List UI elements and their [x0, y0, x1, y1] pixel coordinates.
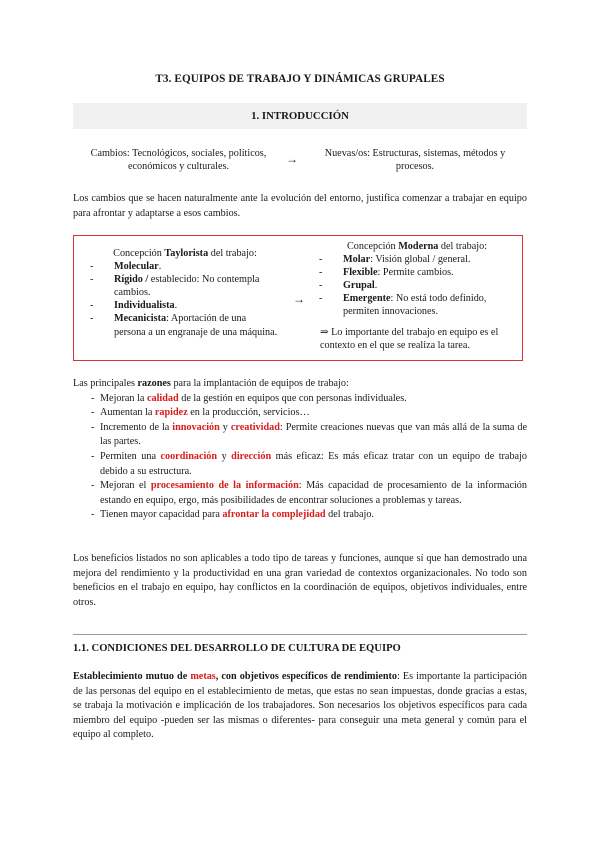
- list-item: [73, 392, 527, 407]
- list-item: [319, 279, 515, 292]
- list-item: [90, 260, 280, 273]
- taylorist-heading: [90, 247, 280, 260]
- item-text: Permiten una: [100, 450, 161, 462]
- item-bold: Flexible: [343, 267, 378, 279]
- item-bold: Grupal: [343, 280, 375, 292]
- changes-left: [76, 147, 281, 173]
- item-text: y: [219, 421, 231, 433]
- changes-right-line2: procesos.: [395, 161, 435, 172]
- modern-list: [319, 253, 515, 318]
- item-text: Tienen mayor capacidad para: [100, 509, 223, 521]
- changes-left-line2: económicos y culturales.: [128, 161, 229, 172]
- list-item: [90, 299, 280, 312]
- concepts-comparison-box: [73, 235, 523, 361]
- list-item: [73, 421, 527, 450]
- item-text: establecido: No contempla cambios.: [114, 274, 260, 299]
- benefits-paragraph: Los beneficios listados no son aplicables a todo tipo de tareas y funciones, aunque sí que han demostrado una mejora del rendimiento y la productividad en una gran variedad de contextos organizacionales. No todo son beneficios en el trabajo en equipo, hay conflictos en la coordinación de equipos, objetivos individuales, entre otros.: [73, 553, 527, 608]
- document-title: T3. EQUIPOS DE TRABAJO Y DINÁMICAS GRUPALES: [155, 73, 445, 85]
- item-highlight: afrontar la complejidad: [222, 509, 326, 521]
- conditions-highlight: metas: [190, 671, 216, 682]
- reasons-section: [73, 377, 527, 523]
- item-highlight: rapidez: [154, 407, 188, 419]
- item-text: del trabajo.: [325, 509, 374, 521]
- item-highlight: coordinación: [160, 450, 218, 462]
- reasons-intro-bold: razones: [137, 378, 171, 389]
- item-text: en la producción, servicios…: [187, 407, 310, 419]
- item-text: de la gestión en equipos que con personas individuales.: [178, 392, 407, 404]
- conditions-bold: Establecimiento mutuo de: [73, 671, 191, 682]
- taylorist-heading-pre: Concepción: [113, 248, 165, 259]
- taylorist-heading-bold: Taylorista: [164, 248, 209, 259]
- item-text: más eficaz: Es más eficaz tratar con un equipo de trabajo debido a su estructura.: [100, 450, 527, 477]
- list-item: [90, 273, 280, 299]
- section-heading-introduccion: 1. INTRODUCCIÓN: [73, 103, 527, 129]
- item-bold: Individualista: [114, 300, 175, 312]
- section-divider: [73, 634, 527, 635]
- reasons-intro-post: para la implantación de equipos de trabajo:: [170, 378, 349, 389]
- item-text: Mejoran la: [100, 392, 147, 404]
- list-item: [319, 266, 515, 279]
- item-text: : Permite creaciones nuevas que van más allá de la suma de las partes.: [100, 421, 527, 448]
- item-bold: Mecanicista: [114, 313, 167, 325]
- item-text: .: [158, 261, 162, 273]
- conditions-text: : Es importante la participación de las personas del equipo en el establecimiento de metas, que estas no sean impuestas, donde gracias a estas, se trabaja la motivación e implicación de los trabajadores. Son necesarios los objetivos específicos para cada miembro del equipo -pueden ser las mismas o diferentes- para conseguir una meta general y común para el equipo al completo.: [73, 671, 527, 741]
- item-text: : Permite cambios.: [377, 267, 454, 279]
- item-text: : Más capacidad de procesamiento de la información estando en equipo, ergo, más posibilidades de encontrar soluciones a problemas y tareas.: [100, 480, 527, 506]
- list-item: [319, 292, 515, 318]
- item-text: y: [217, 450, 232, 462]
- conditions-paragraph: [73, 670, 527, 743]
- item-bold: Molar: [343, 254, 371, 266]
- item-text: .: [374, 280, 378, 292]
- list-item: [73, 406, 527, 421]
- modern-heading: [319, 240, 515, 253]
- item-highlight: calidad: [146, 392, 179, 404]
- changes-left-line1: Cambios: Tecnológicos, sociales, políticos,: [90, 148, 267, 159]
- list-item: [90, 312, 280, 338]
- item-text: Incremento de la: [100, 421, 173, 433]
- taylorist-list: [90, 260, 280, 339]
- list-item: [319, 253, 515, 266]
- teamwork-note: ⇒ Lo importante del trabajo en equipo es el contexto en el que se realiza la tarea.: [320, 326, 499, 351]
- modern-heading-post: del trabajo:: [438, 241, 488, 252]
- item-text: Aumentan la: [100, 407, 155, 419]
- list-item: [73, 479, 527, 508]
- list-item: [73, 450, 527, 479]
- changes-right: [310, 147, 520, 173]
- item-text: : No está todo definido, permiten innovaciones.: [343, 293, 487, 318]
- taylorist-heading-post: del trabajo:: [208, 248, 257, 259]
- modern-concept: [319, 240, 515, 352]
- taylorist-concept: [90, 247, 280, 339]
- intro-paragraph: Los cambios que se hacen naturalmente ante la evolución del entorno, justifica comenzar a trabajar en equipo para afrontar y adaptarse a esos cambios.: [73, 193, 527, 219]
- reasons-intro: [73, 377, 527, 392]
- list-item: [73, 508, 527, 523]
- item-bold: Molecular: [114, 261, 159, 273]
- item-text: Mejoran el: [100, 480, 151, 492]
- item-text: : Aportación de una persona a un engranaje de una máquina.: [114, 313, 278, 338]
- section-heading-condiciones: 1.1. CONDICIONES DEL DESARROLLO DE CULTURA DE EQUIPO: [73, 643, 401, 654]
- item-highlight: creatividad: [230, 421, 280, 433]
- right-arrow-icon: →: [293, 292, 305, 306]
- item-bold: Rígido /: [114, 274, 149, 286]
- changes-right-line1: Nuevas/os: Estructuras, sistemas, métodos y: [324, 148, 506, 159]
- item-highlight: innovación: [172, 421, 220, 433]
- right-arrow-icon: →: [286, 152, 298, 166]
- item-highlight: dirección: [231, 450, 272, 462]
- conditions-bold: , con objetivos específicos de rendimiento: [215, 671, 398, 682]
- item-bold: Emergente: [343, 293, 391, 305]
- modern-heading-pre: Concepción: [346, 241, 399, 252]
- item-text: : Visión global / general.: [370, 254, 471, 266]
- item-highlight: procesamiento de la información: [150, 480, 299, 492]
- reasons-list: [73, 392, 527, 523]
- reasons-intro-pre: Las principales: [73, 378, 138, 389]
- item-text: .: [174, 300, 178, 312]
- modern-heading-bold: Moderna: [398, 241, 439, 252]
